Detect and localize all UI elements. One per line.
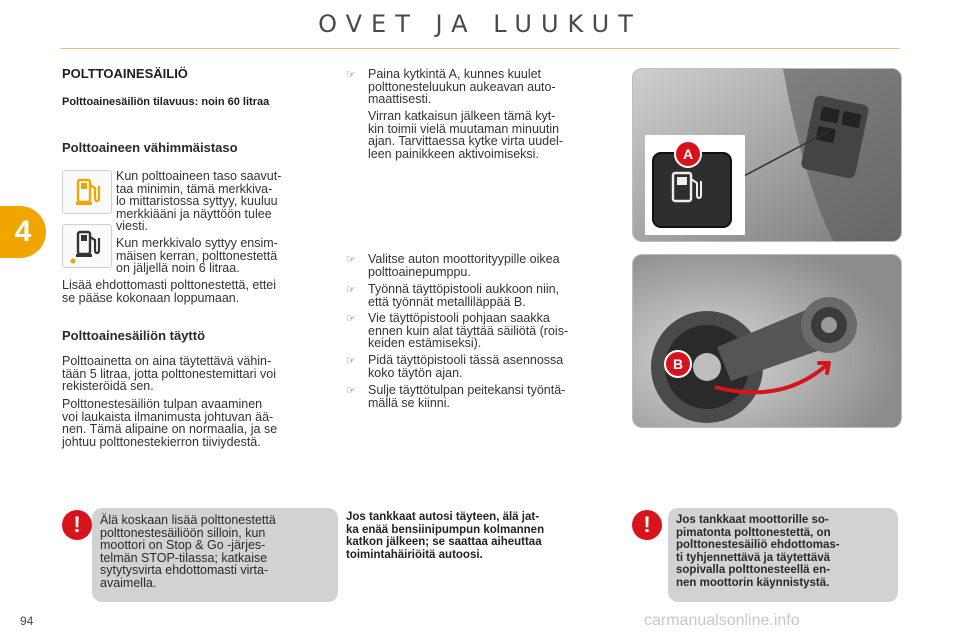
min-level-text-1: Kun polttoaineen taso saavut- taa minimin, tämä merkkiva- lo mittaristossa syttyy, kuuluu merkkiääni ja näyttöön tulee viesti. [116, 169, 282, 233]
pointing-hand-icon: ☞ [346, 313, 356, 325]
pointing-hand-icon: ☞ [346, 69, 356, 81]
fuel-flap-switch-figure [632, 68, 902, 242]
refuel-note: Jos tankkaat autosi täyteen, älä jat- ka enää bensiinipumpun kolmannen katkon jälkeen; se saattaa aiheuttaa toimintahäiriöitä autoosi. [346, 511, 545, 561]
tank-capacity: Polttoainesäiliön tilavuus: noin 60 litraa [62, 96, 270, 108]
section-title: POLTTOAINESÄILIÖ [62, 66, 188, 81]
min-level-text-2: Kun merkkivalo syttyy ensim- mäisen kerran, polttonestettä on jäljellä noin 6 litraa. [116, 236, 278, 275]
list-item: ☞ Valitse auton moottorityypille oikea polttoainepumppu. [346, 252, 560, 279]
filling-text-1: Polttoainetta on aina täytettävä vähin- tään 5 litraa, jotta polttonestemittari voi rekisteröidä sen. [62, 354, 277, 393]
callout-a: A [674, 140, 702, 168]
list-item: ☞ Työnnä täyttöpistooli aukkoon niin, että työnnät metalliläppää B. [346, 282, 560, 309]
page-title: OVET JA LUUKUT [318, 10, 642, 38]
pointing-hand-icon: ☞ [346, 385, 356, 397]
pointing-hand-icon: ☞ [346, 284, 356, 296]
fuel-pump-icon [62, 224, 112, 268]
list-item: ☞ Sulje täyttötulpan peitekansi työntä- mällä se kiinni. [346, 383, 566, 410]
header-divider [60, 48, 900, 49]
callout-b: B [664, 350, 692, 378]
list-item: ☞ Vie täyttöpistooli pohjaan saakka ennen kuin alat täyttää säiliötä (rois- keiden estämiseksi). [346, 311, 569, 350]
chapter-tab: 4 [0, 206, 46, 258]
switch-note: Virran katkaisun jälkeen tämä kyt- kin toimii vielä muutaman minuutin ajan. Tarvittaessa kytke virta uudel- leen painikkeen aktivoimiseksi. [368, 109, 564, 161]
page-number: 94 [20, 614, 34, 628]
warning-left: Älä koskaan lisää polttonestettä polttonestesäiliöön silloin, kun moottori on Stop & Go -järjes- telmän STOP-tilassa; katkaise sytytysvirta ehdottomasti virta- avaimella. [92, 508, 338, 602]
filling-text-2: Polttonestesäiliön tulpan avaaminen voi laukaista ilmanimusta johtuvan ää- nen. Tämä alipaine on normaalia, ja se johtuu polttonestekierron tiiviydestä. [62, 397, 278, 449]
filling-heading: Polttoainesäiliön täyttö [62, 328, 206, 343]
list-item: ☞ Paina kytkintä A, kunnes kuulet polttonesteluukun aukeavan auto- maattisesti. [346, 67, 556, 106]
list-item: ☞ Pidä täyttöpistooli tässä asennossa koko täytön ajan. [346, 353, 564, 380]
warning-right: Jos tankkaat moottorille so- pimatonta polttonestettä, on polttonestesäiliö ehdottomas- ti tyhjennettävä ja täytettävä sopivalla polttonesteellä en- nen moottorin käynnistystä. [668, 508, 898, 602]
exclamation-icon: ! [62, 510, 92, 540]
exclamation-icon: ! [632, 510, 662, 540]
fuel-filler-figure [632, 254, 902, 428]
min-level-heading: Polttoaineen vähimmäistaso [62, 140, 238, 155]
min-level-text-3: Lisää ehdottomasti polttonestettä, ettei se pääse kokonaan loppumaan. [62, 278, 277, 305]
pointing-hand-icon: ☞ [346, 355, 356, 367]
watermark: carmanualsonline.info [644, 612, 800, 629]
fuel-pump-icon [62, 170, 112, 214]
pointing-hand-icon: ☞ [346, 254, 356, 266]
